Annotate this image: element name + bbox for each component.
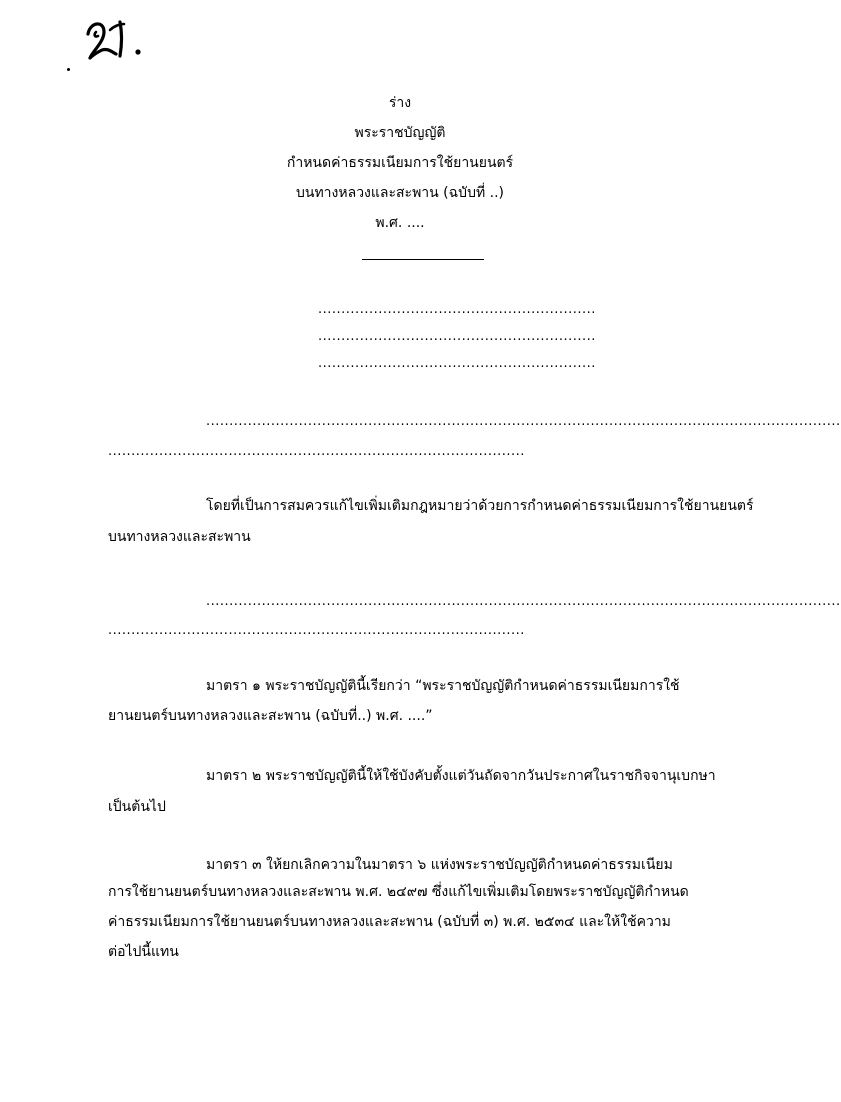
recital-dots-1: ......................................................................................................................................... [206, 594, 841, 609]
section-1-line-1: มาตรา ๑ พระราชบัญญัตินี้เรียกว่า “พระราชบัญญัติกำหนดค่าธรรมเนียมการใช้ [206, 678, 680, 694]
section-3-line-1: มาตรา ๓ ให้ยกเลิกความในมาตรา ๖ แห่งพระราชบัญญัติกำหนดค่าธรรมเนียม [206, 857, 673, 873]
preamble-dots-1: ......................................................................................................................................... [206, 414, 841, 429]
center-dots-1: ............................................................ [318, 302, 596, 317]
act-title-line-2: บนทางหลวงและสะพาน (ฉบับที่ ..) [296, 185, 504, 201]
section-3-line-3: ค่าธรรมเนียมการใช้ยานยนตร์บนทางหลวงและสะพาน (ฉบับที่ ๓) พ.ศ. ๒๕๓๔ และให้ใช้ความ [108, 914, 671, 930]
preamble-dots-2: .......................................................................................... [108, 444, 525, 459]
section-2-line-2: เป็นต้นไป [108, 799, 166, 815]
title-rule [362, 259, 484, 260]
recital-dots-2: .......................................................................................... [108, 623, 525, 638]
handwritten-mark [82, 12, 146, 64]
recital-line-2: บนทางหลวงและสะพาน [108, 529, 251, 545]
scan-speck [67, 68, 70, 71]
draft-label: ร่าง [388, 95, 412, 111]
act-title-line-1: กำหนดค่าธรรมเนียมการใช้ยานยนตร์ [286, 155, 514, 171]
section-2-line-1: มาตรา ๒ พระราชบัญญัตินี้ให้ใช้บังคับตั้งแต่วันถัดจากวันประกาศในราชกิจจานุเบกษา [206, 768, 716, 784]
recital-line-1: โดยที่เป็นการสมควรแก้ไขเพิ่มเติมกฎหมายว่าด้วยการกำหนดค่าธรรมเนียมการใช้ยานยนตร์ [206, 498, 754, 514]
section-3-line-2: การใช้ยานยนตร์บนทางหลวงและสะพาน พ.ศ. ๒๔๙๗ ซึ่งแก้ไขเพิ่มเติมโดยพระราชบัญญัติกำหนด [108, 884, 689, 900]
center-dots-3: ............................................................ [318, 356, 596, 371]
center-dots-2: ............................................................ [318, 329, 596, 344]
section-1-line-2: ยานยนตร์บนทางหลวงและสะพาน (ฉบับที่..) พ.ศ. ....” [108, 708, 433, 724]
section-3-line-4: ต่อไปนี้แทน [108, 944, 179, 960]
act-year: พ.ศ. .... [375, 215, 425, 231]
act-heading: พระราชบัญญัติ [354, 125, 446, 141]
